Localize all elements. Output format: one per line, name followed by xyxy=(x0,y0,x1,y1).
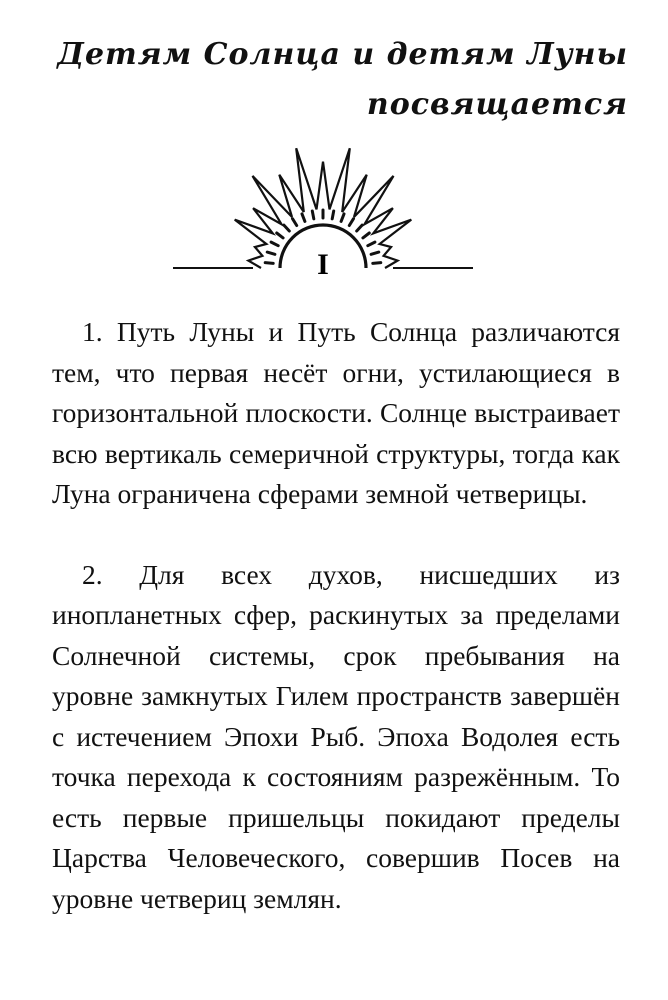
sun-dash xyxy=(373,263,381,264)
sun-dash xyxy=(332,211,334,219)
sun-dash xyxy=(271,242,278,246)
sun-dash xyxy=(368,242,375,246)
sun-dash xyxy=(357,225,362,231)
sun-dash xyxy=(302,214,305,222)
paragraph-1: 1. Путь Луны и Путь Солнца различаются тем, что первая несёт огни, устилающиеся в горизонтальной плоскости. Солнце выстраивает всю вертикаль семеричной структуры, тогда как Луна ограничена сферами земной четверицы. xyxy=(52,316,620,509)
sun-dash xyxy=(293,219,297,226)
sun-dash xyxy=(371,252,379,254)
body-text xyxy=(52,312,620,919)
sun-dash xyxy=(312,211,314,219)
sun-dash xyxy=(265,263,273,264)
dedication-line-2: посвящается xyxy=(366,87,628,122)
sun-dash xyxy=(349,219,353,226)
dedication-line-1: Детям Солнца и детям Луны xyxy=(57,37,628,72)
sun-dash xyxy=(284,225,289,231)
sun-dash xyxy=(341,214,344,222)
dedication xyxy=(57,30,628,130)
sun-dash xyxy=(363,233,369,238)
sun-dash xyxy=(277,233,283,238)
sun-dash xyxy=(267,252,275,254)
chapter-numeral: I xyxy=(317,248,329,281)
rising-sun-icon xyxy=(168,130,478,290)
paragraph-2: 2. Для всех духов, нисшедших из инопланетных сфер, раскинутых за пределами Солнечной системы, срок пребывания на уровне замкнутых Гилем пространств завершён с истечением Эпохи Рыб. Эпоха Водолея есть точка перехода к состояниям разрежённым. То есть первые пришельцы покидают пределы Царства Человеческого, совершив Посев на уровне четвериц землян. xyxy=(52,558,620,914)
